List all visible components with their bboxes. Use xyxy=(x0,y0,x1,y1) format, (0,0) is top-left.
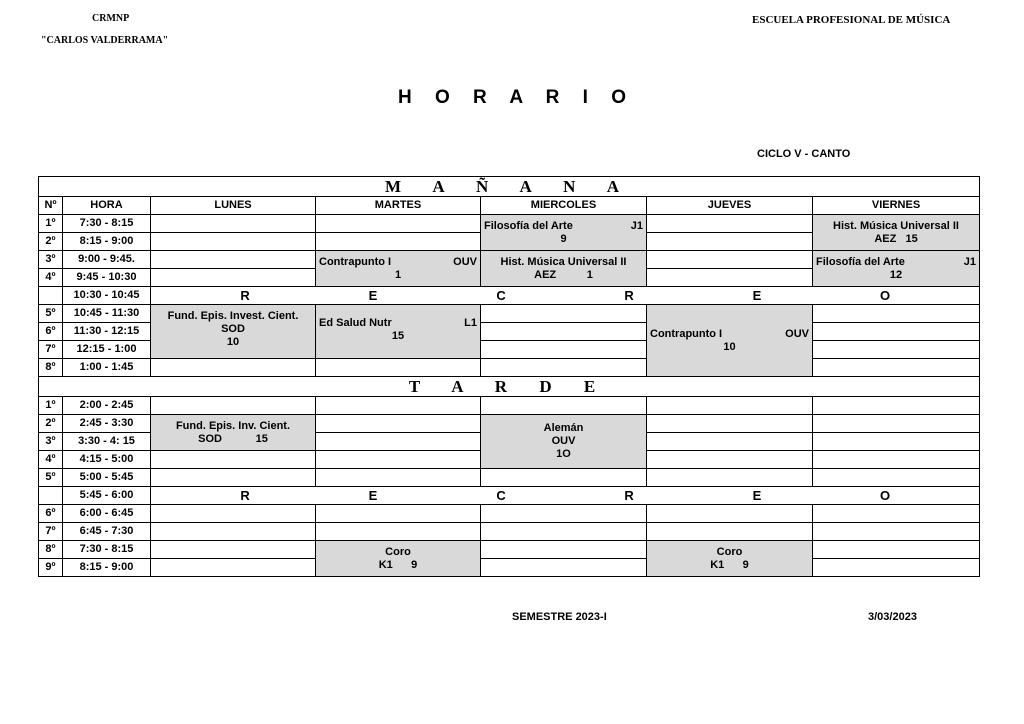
period-time: 8:15 - 9:00 xyxy=(63,233,151,251)
period-number: 8º xyxy=(39,541,63,559)
period-time: 11:30 - 12:15 xyxy=(63,323,151,341)
period-number xyxy=(39,287,63,305)
table-row xyxy=(39,287,980,305)
period-number: 6º xyxy=(39,505,63,523)
schedule-table xyxy=(38,176,980,577)
class-number: 15 xyxy=(255,432,268,445)
recreo-banner xyxy=(151,487,980,505)
period-time: 12:15 - 1:00 xyxy=(63,341,151,359)
table-row xyxy=(39,487,980,505)
column-header-row xyxy=(39,197,980,215)
table-row xyxy=(39,505,980,523)
class-cell-jue-contrapunto xyxy=(647,305,813,377)
period-number: 2º xyxy=(39,415,63,433)
col-header-martes: MARTES xyxy=(316,197,481,215)
class-name: Contrapunto I xyxy=(319,255,392,268)
period-time: 4:15 - 5:00 xyxy=(63,451,151,469)
class-name: Coro xyxy=(385,545,411,558)
class-number: 1O xyxy=(556,448,571,460)
class-number: 9 xyxy=(560,232,567,245)
period-number: 3º xyxy=(39,251,63,269)
class-room: K1 xyxy=(378,558,393,571)
period-time: 5:45 - 6:00 xyxy=(63,487,151,505)
col-header-viernes: VIERNES xyxy=(813,197,980,215)
table-row xyxy=(39,415,980,433)
period-number: 4º xyxy=(39,451,63,469)
col-header-jueves: JUEVES xyxy=(647,197,813,215)
class-number: 15 xyxy=(391,330,405,342)
period-number xyxy=(39,487,63,505)
period-time: 5:00 - 5:45 xyxy=(63,469,151,487)
institution-name: "CARLOS VALDERRAMA" xyxy=(41,35,169,46)
class-number: 10 xyxy=(723,340,736,353)
class-name: Filosofía del Arte xyxy=(484,219,573,232)
table-row xyxy=(39,397,980,415)
class-cell-vie-hist xyxy=(813,215,980,251)
period-time: 10:30 - 10:45 xyxy=(63,287,151,305)
class-room: K1 xyxy=(710,558,725,571)
class-room: AEZ xyxy=(534,268,557,281)
col-header-lunes: LUNES xyxy=(151,197,316,215)
recreo-letter: R xyxy=(624,488,634,503)
class-cell-mie-hist xyxy=(481,251,647,287)
table-row xyxy=(39,523,980,541)
recreo-letter: E xyxy=(368,488,378,503)
class-name: Alemán xyxy=(543,422,584,434)
table-row xyxy=(39,469,980,487)
period-number: 4º xyxy=(39,269,63,287)
cycle-label: CICLO V - CANTO xyxy=(757,148,851,160)
class-cell-mar-contrapunto xyxy=(316,251,481,287)
period-time: 10:45 - 11:30 xyxy=(63,305,151,323)
recreo-letter: E xyxy=(752,488,762,503)
table-row xyxy=(39,251,980,269)
class-number: 1 xyxy=(586,268,593,281)
recreo-letter: E xyxy=(752,288,762,303)
class-name: Contrapunto I xyxy=(650,327,723,340)
class-room: OUV xyxy=(453,255,477,268)
period-number: 5º xyxy=(39,305,63,323)
semester-label: SEMESTRE 2023-I xyxy=(512,611,607,623)
class-number: 1 xyxy=(394,268,402,281)
recreo-letter: C xyxy=(496,288,506,303)
recreo-letter: R xyxy=(240,288,250,303)
period-time: 3:30 - 4: 15 xyxy=(63,433,151,451)
period-number: 6º xyxy=(39,323,63,341)
period-number: 8º xyxy=(39,359,63,377)
class-name: Filosofía del Arte xyxy=(816,255,905,268)
period-time: 6:00 - 6:45 xyxy=(63,505,151,523)
class-cell-mie-filosofia xyxy=(481,215,647,251)
class-room: OUV xyxy=(551,435,576,447)
col-header-miercoles: MIERCOLES xyxy=(481,197,647,215)
class-number: 15 xyxy=(905,232,918,245)
class-name: Coro xyxy=(716,545,743,558)
period-number: 1º xyxy=(39,215,63,233)
period-time: 2:00 - 2:45 xyxy=(63,397,151,415)
col-header-num: Nº xyxy=(39,197,63,215)
table-row xyxy=(39,541,980,559)
period-time: 9:45 - 10:30 xyxy=(63,269,151,287)
period-number: 2º xyxy=(39,233,63,251)
class-room: J1 xyxy=(630,219,643,232)
recreo-banner xyxy=(151,287,980,305)
table-row xyxy=(39,559,980,577)
recreo-letter: C xyxy=(496,488,506,503)
class-cell-lun-fund xyxy=(151,305,316,359)
period-time: 6:45 - 7:30 xyxy=(63,523,151,541)
recreo-letter: R xyxy=(624,288,634,303)
class-name: Ed Salud Nutr xyxy=(319,317,392,329)
table-row xyxy=(39,359,980,377)
class-name: Fund. Epis. Invest. Cient. xyxy=(167,310,299,322)
period-time: 1:00 - 1:45 xyxy=(63,359,151,377)
class-cell-mar-coro xyxy=(316,541,481,577)
period-number: 7º xyxy=(39,523,63,541)
period-number: 7º xyxy=(39,341,63,359)
school-name: ESCUELA PROFESIONAL DE MÚSICA xyxy=(752,14,951,26)
class-name: Hist. Música Universal II xyxy=(500,255,627,268)
recreo-letter: R xyxy=(240,488,250,503)
class-cell-jue-coro xyxy=(647,541,813,577)
class-name: Fund. Epis. Inv. Cient. xyxy=(175,419,291,432)
date-label: 3/03/2023 xyxy=(868,611,917,623)
period-number: 9º xyxy=(39,559,63,577)
section-manana: M A Ñ A N A xyxy=(39,177,980,197)
recreo-letter: E xyxy=(368,288,378,303)
class-cell-mie-aleman xyxy=(481,415,647,469)
period-time: 8:15 - 9:00 xyxy=(63,559,151,577)
recreo-letter: O xyxy=(879,488,891,503)
period-time: 7:30 - 8:15 xyxy=(63,541,151,559)
institution-abbr: CRMNP xyxy=(92,13,130,24)
table-row xyxy=(39,305,980,323)
period-number: 3º xyxy=(39,433,63,451)
class-cell-lun-fund-tarde xyxy=(151,415,316,451)
class-cell-vie-filosofia xyxy=(813,251,980,287)
class-room: SOD xyxy=(198,432,222,445)
class-room: L1 xyxy=(464,317,477,329)
table-row xyxy=(39,215,980,233)
col-header-hora: HORA xyxy=(63,197,151,215)
class-room: AEZ xyxy=(874,232,897,245)
class-room: J1 xyxy=(963,255,977,268)
class-number: 9 xyxy=(742,558,749,571)
class-number: 9 xyxy=(411,558,418,571)
class-number: 10 xyxy=(226,336,240,348)
class-room: SOD xyxy=(221,323,245,335)
class-name: Hist. Música Universal II xyxy=(833,219,959,232)
recreo-letter: O xyxy=(879,288,891,303)
period-time: 2:45 - 3:30 xyxy=(63,415,151,433)
period-time: 9:00 - 9:45. xyxy=(63,251,151,269)
period-time: 7:30 - 8:15 xyxy=(63,215,151,233)
class-room: OUV xyxy=(785,327,809,340)
section-tarde: T A R D E xyxy=(39,377,980,397)
period-number: 5º xyxy=(39,469,63,487)
class-cell-mar-salud xyxy=(316,305,481,359)
class-number: 12 xyxy=(889,268,903,281)
period-number: 1º xyxy=(39,397,63,415)
page-title: H O R A R I O xyxy=(398,87,635,108)
